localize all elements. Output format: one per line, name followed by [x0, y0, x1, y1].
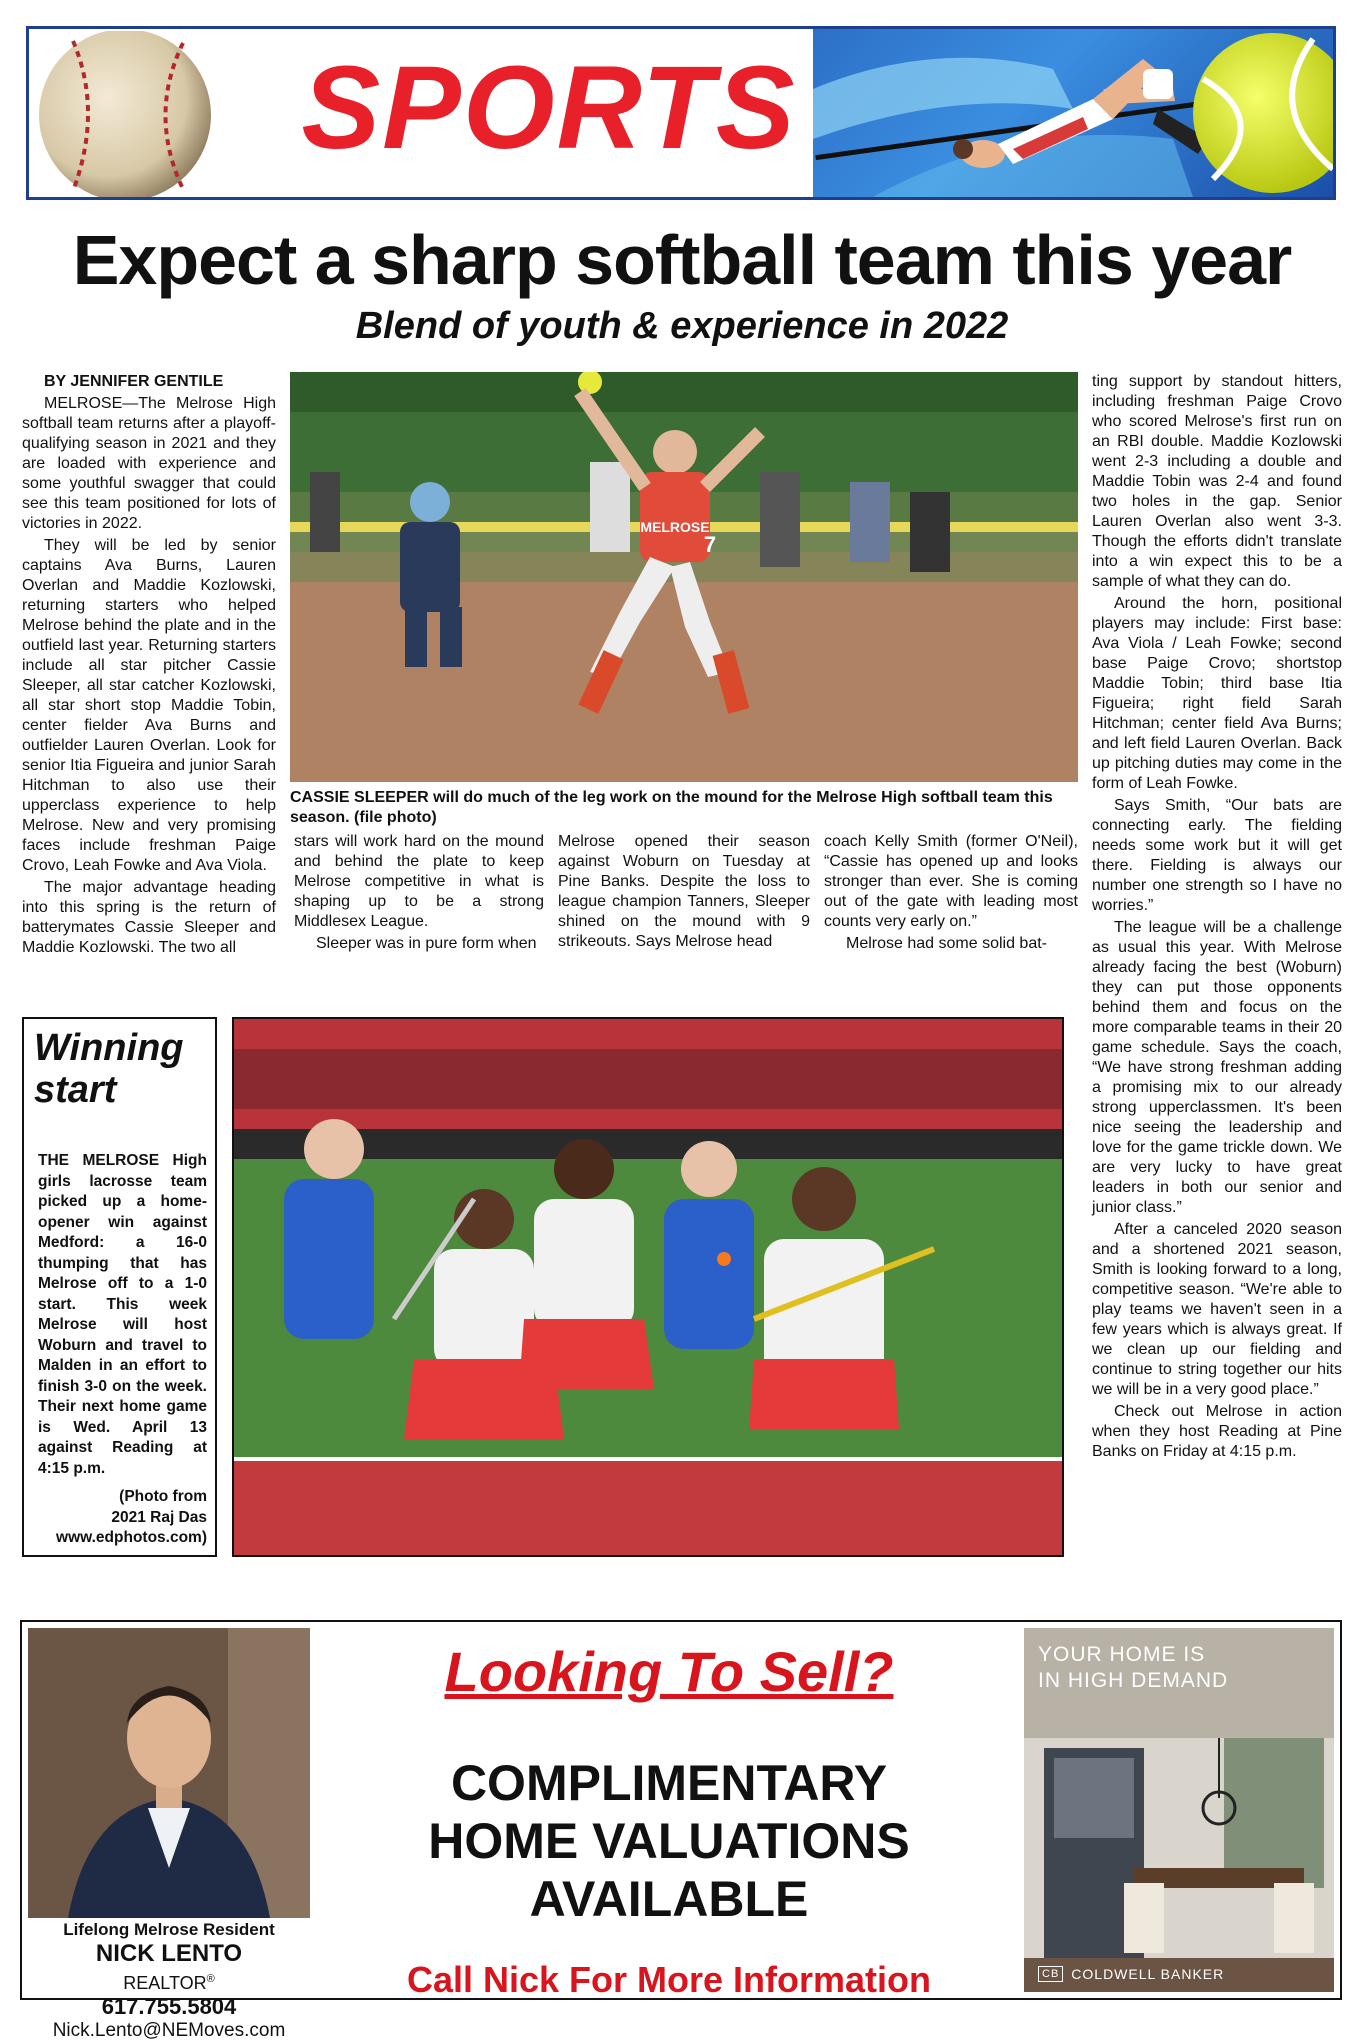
promo-line-2: IN HIGH DEMAND [1038, 1669, 1229, 1692]
paragraph: Melrose opened their season against Woburn on Tuesday at Pine Banks. Despite the loss to league champion Tanners, Sleeper shined on the mound with 9 strikeouts. Says Melrose head [558, 833, 810, 950]
paragraph: Says Smith, “Our bats are connecting early. The fielding needs some work but it will get there. Fielding is always our number one strength so I have no worries.” [1092, 797, 1342, 914]
paragraph: stars will work hard on the mound and behind the plate to keep Melrose competitive in what is shaping up to be a strong Middlesex League. [294, 833, 544, 930]
photo-credit [32, 1487, 207, 1549]
credit-line: (Photo from [119, 1488, 207, 1505]
article-column-4 [824, 832, 1078, 954]
lacrosse-photo [232, 1017, 1064, 1557]
article-column-2 [294, 832, 544, 954]
winning-title-line2: start [34, 1069, 117, 1111]
paragraph: Sleeper was in pure form when [316, 935, 537, 952]
tennis-ball-icon [1193, 29, 1333, 197]
paragraph: They will be led by senior captains Ava Burns, Lauren Overlan and Maddie Kozlowski, returning starters who helped Melrose behind the plate and in the outfield last year. Returning starters include all star pitcher Cassie Sleeper, all star catcher Kozlowski, all star short stop Maddie Tobin, center fielder Ava Burns and outfielder Lauren Overlan. Look for senior Itia Figueira and junior Sarah Hitchman to also use their upperclass experience to help Melrose. New and very promising faces include freshman Paige Crovo, Leah Fowke and Ava Viola. [22, 537, 276, 874]
agent-title-text: REALTOR [123, 1973, 207, 1993]
promo-line-1: YOUR HOME IS [1038, 1643, 1206, 1666]
agent-email[interactable]: Nick.Lento@NEMoves.com [52, 2020, 286, 2041]
jersey-lettering: MELROSE [640, 519, 710, 535]
paragraph: Melrose had some solid bat- [846, 935, 1047, 952]
agent-phone[interactable]: 617.755.5804 [101, 1994, 237, 2019]
ad-line-3: AVAILABLE [529, 1871, 809, 1927]
promo-text [1038, 1642, 1228, 1694]
softball-photo [290, 372, 1078, 782]
paragraph: Around the horn, positional players may include: First base: Ava Viola / Leah Fowke; second base Paige Crovo; shortstop Maddie Tobin; third base Itia Figueira; right field Sarah Hitchman; center field Ava Burns; and left field Lauren Overlan. Back up pitching duties may come in the form of Leah Fowke. [1092, 595, 1342, 792]
agent-photo [28, 1628, 310, 1918]
credit-line: www.edphotos.com) [56, 1529, 207, 1546]
photo-caption: CASSIE SLEEPER will do much of the leg work on the mound for the Melrose High softball team this season. (file photo) [290, 789, 1053, 826]
high-jump-art [813, 29, 1333, 197]
article-column-5 [1092, 372, 1342, 1462]
paragraph: The league will be a challenge as usual this year. With Melrose already facing the best (Woburn) they can put those opponents behind them and focus on the more comparable teams in their 20 game schedule. Says the coach, “We have strong freshman adding a promising mix to our already strong upperclassmen. It's been nice seeing the leadership and love for the game trickle down. We are very lucky to have great leaders in both our senior and junior class.” [1092, 919, 1342, 1216]
ad-cta: Call Nick For More Information [406, 1959, 932, 2000]
article-headline: Expect a sharp softball team this year [72, 221, 1292, 299]
article-column-3 [558, 832, 810, 952]
agent-title [28, 1968, 310, 1994]
winning-title [34, 1027, 215, 1111]
ad-center [322, 1640, 1016, 2002]
registered-mark: ® [206, 1973, 215, 1985]
winning-text: THE MELROSE High girls lacrosse team picked up a home-opener win against Medford: a 16-0 thumping that has Melrose off to a 1-0 start. This week Melrose will host Woburn and travel to Malden in an effort to finish 3-0 on the week. Their next home game is Wed. April 13 against Reading at 4:15 p.m. [38, 1152, 207, 1477]
cb-logo-icon: CB [1038, 1966, 1063, 1982]
agent-tagline: Lifelong Melrose Resident [63, 1920, 275, 1939]
sports-banner [26, 26, 1336, 200]
article-column-1 [22, 372, 276, 958]
ad-line-2: HOME VALUATIONS [428, 1813, 910, 1869]
brand-name: COLDWELL BANKER [1071, 1966, 1225, 1982]
byline: BY JENNIFER GENTILE [44, 373, 224, 390]
promo-home-image [1024, 1628, 1334, 1992]
winning-start-sidebar [22, 1017, 217, 1557]
paragraph: MELROSE—The Melrose High softball team returns after a playoff-qualifying season in 2021 and they are loaded with experience and some youthful swagger that could see this team positioned for lots of victories in 2022. [22, 395, 276, 532]
baseball-icon [33, 31, 229, 197]
paragraph: After a canceled 2020 season and a shortened 2021 season, Smith is looking forward to a long, competitive season. “We're able to play teams we haven't seen in a few years which is always great. If we clean up our fielding and continue to string together our hits we will be in a very good place.” [1092, 1221, 1342, 1398]
agent-info [28, 1920, 310, 2042]
ad-line-1: COMPLIMENTARY [450, 1755, 888, 1811]
paragraph: ting support by standout hitters, including freshman Paige Crovo who scored Melrose's first run on an RBI double. Maddie Kozlowski went 2-3 including a double and Maddie Tobin was 2-4 and found two holes in the gap. Senior Lauren Overlan also went 3-3. Though the efforts didn't translate into a win expect this to be a sample of what they can do. [1092, 373, 1342, 590]
ad-headline: Looking To Sell? [444, 1640, 894, 1703]
sports-title: SPORTS [301, 42, 797, 174]
real-estate-ad [20, 1620, 1342, 2041]
paragraph: Check out Melrose in action when they host Reading at Pine Banks on Friday at 4:15 p.m. [1092, 1403, 1342, 1460]
winning-title-line1: Winning [34, 1027, 184, 1069]
jersey-number: 7 [703, 532, 717, 557]
coldwell-banker-logo [1038, 1966, 1224, 1982]
paragraph: The major advantage heading into this spring is the return of batterymates Cassie Sleeper and Maddie Kozlowski. The two all [22, 879, 276, 956]
credit-line: 2021 Raj Das [111, 1508, 207, 1526]
article-subhead: Blend of youth & experience in 2022 [355, 305, 1009, 347]
agent-name: NICK LENTO [95, 1940, 243, 1967]
paragraph: coach Kelly Smith (former O'Neil), “Cassie has opened up and looks stronger than ever. She is coming out of the gate with leading most counts very early on.” [824, 833, 1078, 930]
